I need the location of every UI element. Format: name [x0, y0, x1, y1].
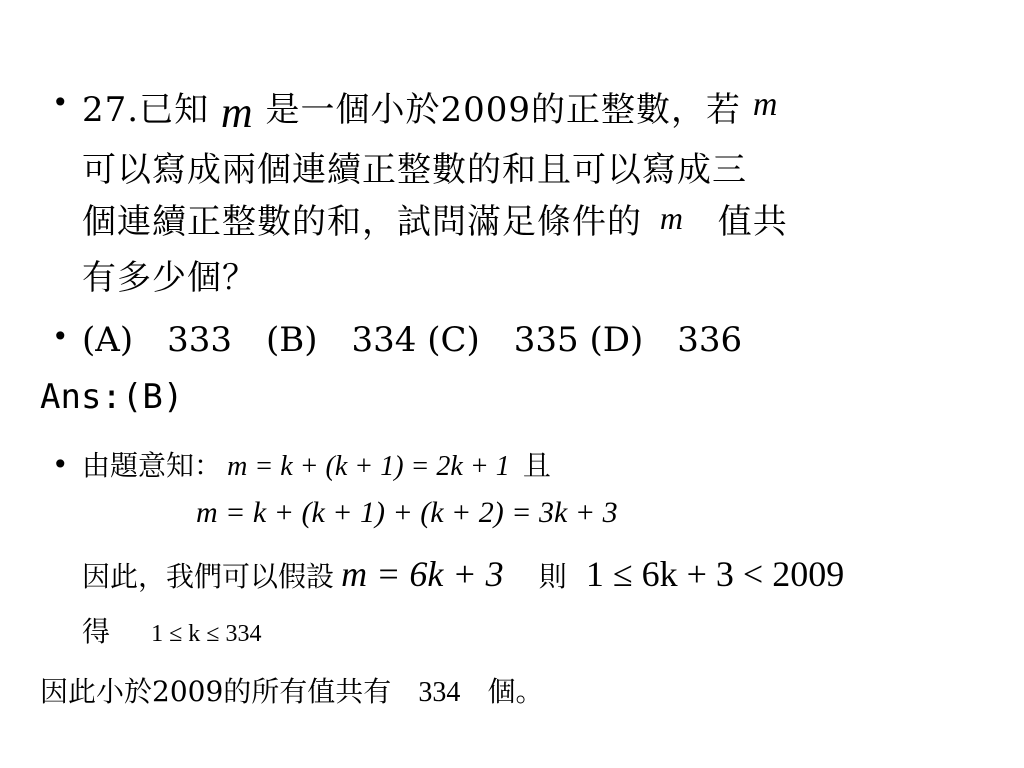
conclusion-line	[40, 670, 543, 710]
variable-m: m	[752, 86, 779, 123]
inequality-range: 1 ≤ 6k + 3 < 2009	[585, 554, 845, 594]
then-label: 則	[538, 560, 567, 593]
solution-line-4	[82, 610, 261, 650]
question-prefix: 27.已知	[82, 90, 210, 130]
equation-assume-m: m = 6k + 3	[341, 554, 504, 594]
equation-two-consecutive: m = k + (k + 1) = 2k + 1	[227, 451, 510, 482]
question-line-1	[82, 82, 778, 138]
question-line-4: 有多少個？	[82, 258, 257, 298]
question-line3-prefix: 個連續正整數的和，試問滿足條件的	[82, 202, 642, 242]
question-line3-suffix: 值共	[717, 202, 788, 242]
get-label: 得	[82, 615, 111, 648]
bullet-solution: •	[52, 448, 69, 481]
variable-m: m	[659, 200, 684, 236]
bullet-options: •	[52, 320, 69, 353]
count-value: 334	[418, 677, 461, 708]
solution-intro: 由題意知：	[82, 449, 223, 482]
solution-line-3	[82, 553, 844, 595]
variable-m: m	[220, 88, 254, 137]
answer-options: (A) 333 (B) 334 (C) 335 (D) 336	[82, 320, 743, 360]
question-mid: 是一個小於2009的正整數，若	[265, 90, 742, 130]
answer-label: Ans:(B)	[40, 377, 184, 417]
question-line-3	[82, 194, 788, 243]
therefore-label: 因此，我們可以假設	[82, 560, 335, 593]
equation-three-consecutive: m = k + (k + 1) + (k + 2) = 3k + 3	[196, 496, 618, 529]
question-line-2: 可以寫成兩個連續正整數的和且可以寫成三	[82, 150, 747, 190]
conjunction-and: 且	[522, 449, 551, 482]
bullet-question: •	[52, 86, 69, 119]
conclusion-prefix: 因此小於2009的所有值共有	[40, 675, 392, 708]
conclusion-suffix: 個。	[487, 675, 544, 708]
k-range: 1 ≤ k ≤ 334	[151, 621, 262, 647]
solution-line-1	[82, 444, 551, 484]
